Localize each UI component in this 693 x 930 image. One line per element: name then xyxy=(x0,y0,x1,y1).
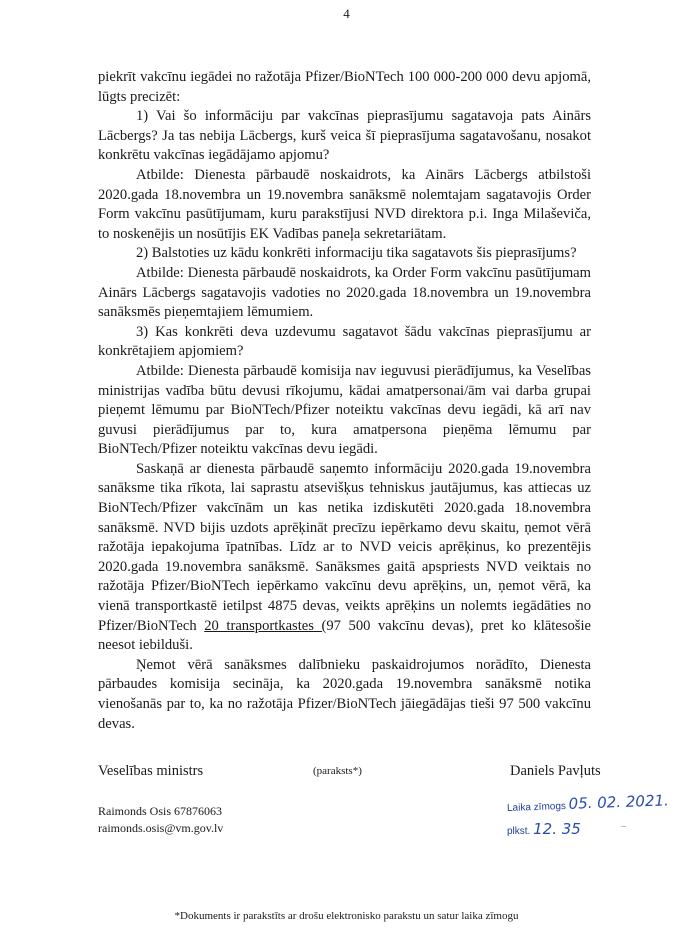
timestamp-time-value: 12. 35 xyxy=(533,820,581,838)
signatory-title: Veselības ministrs xyxy=(98,763,204,779)
answer-3: Atbilde: Dienesta pārbaudē komisija nav ieguvusi pierādījumus, ka Veselības ministrijas vadība būtu devusi rīkojumu, kādai amatpersonai/ām vai darba grupai pieņemt lēmumu par BioNTech/Pfizer noteiktu vakcīnas devu iegādi, kā arī nav guvusi pierādījumus par to, kura amatpersona pieņēma lēmumu par BioNTech/Pfizer noteiktu vakcīnas devu iegādi. xyxy=(98,362,591,458)
timestamp-stamp xyxy=(506,791,670,842)
paragraph-intro: piekrīt vakcīnu iegādei no ražotāja Pfizer/BioNTech 100 000-200 000 devu apjomā, lūgts precizēt: xyxy=(98,69,591,105)
question-1: 1) Vai šo informāciju par vakcīnas pieprasījumu sagatavoja pats Ainārs Lācbergs? Ja tas nebija Lācbergs, kurš veica šī pieprasījuma sagatavošanu, nosakot konkrētu vakcīnas iegādājamo apjomu? xyxy=(98,108,591,164)
contact-email[interactable]: raimonds.osis@vm.gov.lv xyxy=(98,821,224,835)
contact-name-phone: Raimonds Osis 67876063 xyxy=(98,804,223,818)
contact-block xyxy=(98,803,223,837)
findings-underlined: 20 transportkastes ( xyxy=(204,617,327,634)
paragraph-findings xyxy=(98,460,591,656)
timestamp-date-label: Laika zīmogs xyxy=(506,800,567,814)
timestamp-date-value: 05. 02. 2021. xyxy=(568,791,670,813)
paragraph-conclusion: Ņemot vērā sanāksmes dalībnieku paskaidrojumos norādīto, Dienesta pārbaudes komisija secināja, ka 2020.gada 19.novembra sanāksmē notika vienošanās par to, ka no ražotāja Pfizer/BioNTech jāiegādājas tieši 97 500 vakcīnu devas. xyxy=(98,656,591,732)
question-3: 3) Kas konkrēti deva uzdevumu sagatavot šādu vakcīnas pieprasījumu ar konkrētajiem apjomiem? xyxy=(98,323,591,360)
findings-text: Saskaņā ar dienesta pārbaudē saņemto informāciju 2020.gada 19.novembra sanāksme tika rīkota, lai saprastu atsevišķus tehniskus jautājumus, kas attiecas uz BioNTech/Pfizer vakcīnām un kas netika izdiskutēti 2020.gada 18.novembra sanāksmē. NVD bijis uzdots aprēķināt precīzu iepērkamo devu skaitu, ņemot vērā ražotāja iepakojuma īpatnības. Līdz ar to NVD veicis aprēķinus, ko prezentējis 2020.gada 19.novembra sanāksmē. Sanāksmes gaitā apspriests NVD veiktais no ražotāja Pfizer/BioNTech iepērkamo vakcīnu devu aprēķins, un, ņemot vērā, ka vienā transportkastē ietilpst 4875 devas, veikts aprēķins un nolemts iegādāties no Pfizer/BioNTech xyxy=(98,460,591,634)
timestamp-time-line xyxy=(507,819,669,842)
timestamp-date-line xyxy=(507,790,670,819)
answer-2: Atbilde: Dienesta pārbaudē noskaidrots, ka Order Form vakcīnu pasūtījumam Ainārs Lācbergs sagatavojis vadoties no 2020.gada 18.novembra un 19.novembra sanāksmēs pieņemtajiem lēmumiem. xyxy=(98,264,591,321)
timestamp-time-label: plkst. xyxy=(507,826,531,837)
answer-1: Atbilde: Dienesta pārbaudē noskaidrots, ka Ainārs Lācbergs atbilstoši 2020.gada 18.novembra un 19.novembra sanāksmē nolemtajam sagatavojis Order Form vakcīnu pasūtījumam, kuru parakstījusi NVD direktora p.i. Inga Milaševiča, to noskenējis un nosūtījis EK Vadības paneļa sekretariātam. xyxy=(98,166,591,242)
footer-note: *Dokuments ir parakstīts ar drošu elektronisko parakstu un satur laika zīmogu xyxy=(174,910,519,922)
question-2: 2) Balstoties uz kādu konkrēti informaciju tika sagatavots šis pieprasījums? xyxy=(136,245,577,262)
signatory-name: Daniels Pavļuts xyxy=(510,763,601,779)
page-number: 4 xyxy=(343,6,350,21)
stamp-dash-mark: – xyxy=(621,821,626,832)
findings-text-end: 97 500 vakcīnu devas), pret ko klātesošie neesot iebilduši. xyxy=(98,617,592,654)
document-body xyxy=(98,68,591,734)
signature-note: (paraksts*) xyxy=(313,765,362,777)
